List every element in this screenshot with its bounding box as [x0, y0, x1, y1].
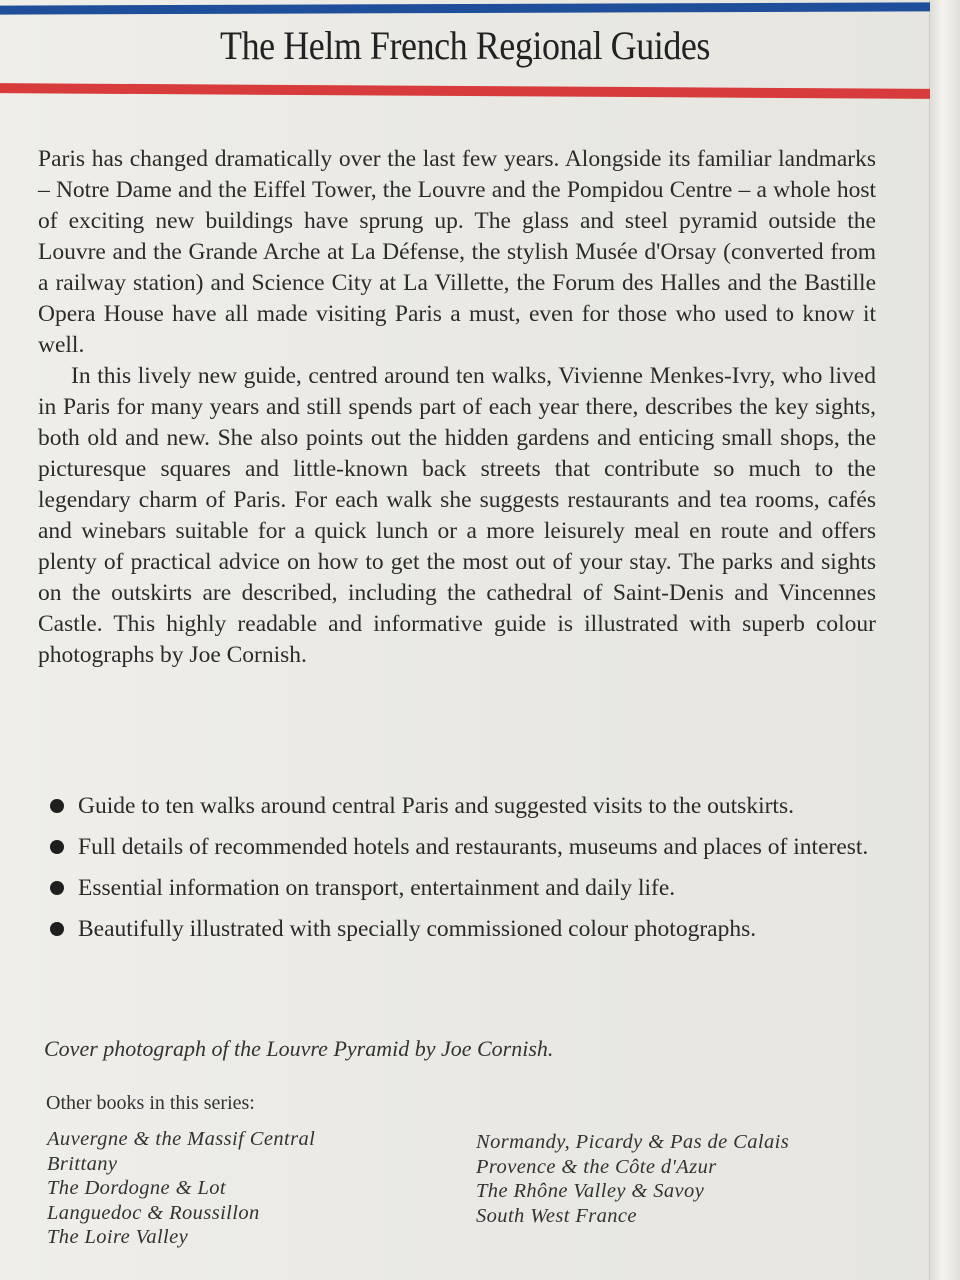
series-book-title: South West France	[476, 1204, 637, 1227]
spine-edge	[929, 0, 960, 1280]
series-book-title: Languedoc & Roussillon	[47, 1201, 260, 1224]
series-book-title: Brittany	[47, 1152, 118, 1175]
series-book-title: The Rhône Valley & Savoy	[476, 1180, 705, 1202]
series-book-title: The Dordogne & Lot	[47, 1177, 226, 1199]
bullet-icon	[50, 840, 64, 854]
feature-item	[46, 913, 878, 945]
top-blue-stripe	[0, 2, 930, 14]
blurb	[38, 144, 876, 671]
blurb-paragraph-2: In this lively new guide, centred around ten walks, Vivienne Menkes-Ivry, who lived in Paris for many years and still spends part of each year there, describes the key sights, both old and new. She also points out the hidden gardens and enticing small shops, the picturesque squares and little-known back streets that contribute so much to the legendary charm of Paris. For each walk she suggests restaurants and tea rooms, cafés and winebars suitable for a quick lunch or a more leisurely meal en route and offers plenty of practical advice on how to get the most out of your stay. The parks and sights on the outskirts are described, including the cathedral of Saint-Denis and Vincennes Castle. This highly readable and informative guide is illustrated with superb colour photographs by Joe Cornish.	[38, 363, 876, 668]
series-book-title: The Loire Valley	[47, 1226, 189, 1248]
series-book-title: Provence & the Côte d'Azur	[476, 1155, 717, 1178]
feature-item	[46, 831, 878, 863]
feature-text: Essential information on transport, entertainment and daily life.	[78, 875, 676, 901]
series-book-title: Auvergne & the Massif Central	[47, 1128, 316, 1150]
series-list-left	[47, 1127, 315, 1250]
feature-text: Guide to ten walks around central Paris and suggested visits to the outskirts.	[78, 793, 794, 819]
blurb-paragraph-1: Paris has changed dramatically over the last few years. Alongside its familiar landmarks – Notre Dame and the Eiffel Tower, the Louvre and the Pompidou Centre – a whole host of exciting new buildings have sprung up. The glass and steel pyramid outside the Louvre and the Grande Arche at La Défense, the stylish Musée d'Orsay (converted from a railway station) and Science City at La Villette, the Forum des Halles and the Bastille Opera House have all made visiting Paris a must, even for those who used to know it well.	[38, 146, 876, 358]
cover-credit: Cover photograph of the Louvre Pyramid by Joe Cornish.	[44, 1036, 554, 1061]
bullet-icon	[50, 799, 64, 813]
series-book-title: Normandy, Picardy & Pas de Calais	[476, 1131, 790, 1153]
series-list-right	[476, 1130, 789, 1228]
series-heading: Other books in this series:	[46, 1092, 255, 1114]
feature-item	[46, 790, 878, 822]
series-title: The Helm French Regional Guides	[220, 23, 710, 68]
feature-text: Full details of recommended hotels and restaurants, museums and places of interest.	[78, 834, 869, 860]
feature-list	[46, 790, 878, 954]
bullet-icon	[50, 881, 64, 895]
feature-item	[46, 872, 878, 904]
feature-text: Beautifully illustrated with specially commissioned colour photographs.	[78, 916, 757, 942]
bullet-icon	[50, 922, 64, 936]
bottom-red-stripe	[0, 83, 930, 99]
